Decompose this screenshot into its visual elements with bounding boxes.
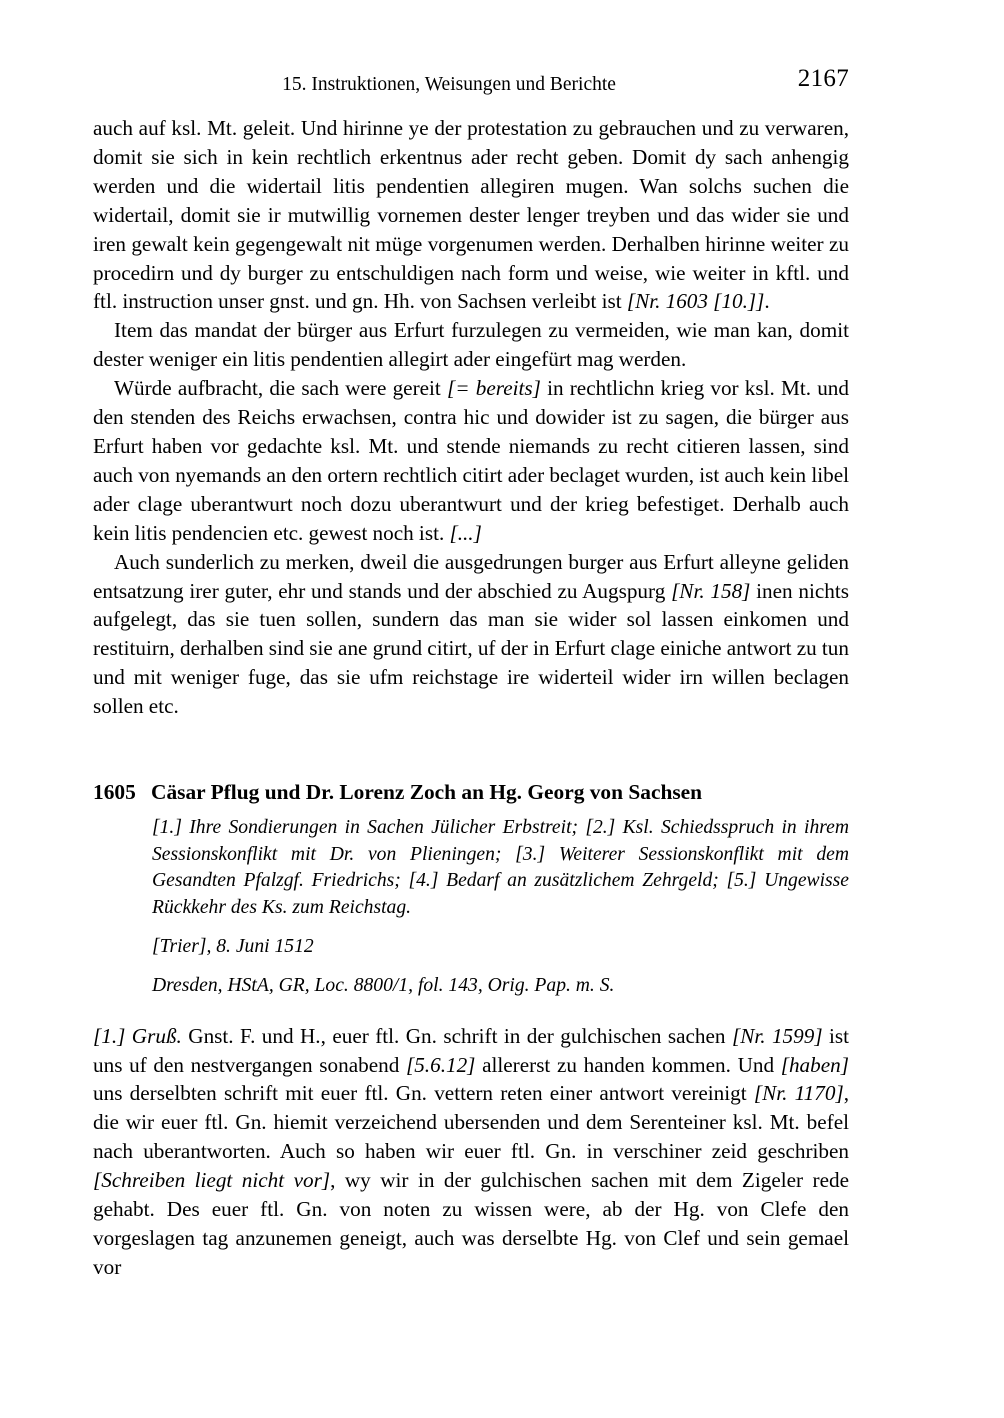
text-run: , wy wir in der gulchischen sachen mit dem Zigeler rede gehabt. Des euer ftl. Gn. von noten zu wissen were, ab der Hg. von Clefe den vorgeslagen tag anzunemen geneigt, auch was derselbte Hg. von Clef und sein gemael vor xyxy=(93,1168,849,1279)
document-title: Cäsar Pflug und Dr. Lorenz Zoch an Hg. Georg von Sachsen xyxy=(151,780,703,805)
page-number: 2167 xyxy=(797,65,849,92)
editorial-note: [haben] xyxy=(780,1052,849,1077)
editorial-note: [5.6.12] xyxy=(405,1052,476,1077)
text-run: auch auf ksl. Mt. geleit. Und hirinne ye der protestation zu gebrauchen und zu verwaren, domit sie sich in kein rechtlich erkentnus ader recht geben. Domit dy sach anhengig werden und die widertail litis pendentien allegiren mugen. Wan solchs suchen die widertail, domit sie ir mutwillig vornemen dester lenger treyben und das wider sie und iren gewalt kein gegengewalt nit müge vorgenumen werden. Derhalben hirinne weiter zu procedirn und dy burger zu entschuldigen nach form und weise, wie weiter in kftl. und ftl. instruction unser gnst. und gn. Hh. von Sachsen verleibt ist xyxy=(93,116,849,314)
editorial-note: [Schreiben liegt nicht vor] xyxy=(93,1168,331,1193)
text-run: uns derselbten schrift mit euer ftl. Gn. vettern reten einer antwort vereinigt xyxy=(93,1081,754,1106)
editorial-note: [Nr. 1599] xyxy=(731,1023,823,1048)
editorial-note: [Nr. 158] xyxy=(671,578,751,603)
running-head-title: 15. Instruktionen, Weisungen und Berichte xyxy=(282,74,616,95)
transcript-block xyxy=(93,1022,849,1282)
paragraph xyxy=(93,548,849,721)
editorial-note: [...] xyxy=(449,520,482,545)
document-entry-1605 xyxy=(93,778,849,1000)
document-source-line: Dresden, HStA, GR, Loc. 8800/1, fol. 143, Orig. Pap. m. S. xyxy=(152,975,615,996)
continued-text-block xyxy=(93,114,849,721)
document-date-line: [Trier], 8. Juni 1512 xyxy=(152,936,314,958)
document-number: 1605 xyxy=(93,780,136,805)
text-run: Gnst. F. und H., euer ftl. Gn. schrift in der gulchischen sachen xyxy=(181,1023,732,1048)
page-content xyxy=(93,0,849,1282)
text-run: inen nichts aufgelegt, das sie tuen sollen, sundern das man sie wider sol lassen einkomen und restituirn, derhalben sind sie ane grund citirt, uf der in Erfurt clage einiche antwort zu tun und mit weniger fuge, das sie ufm reichstage ire widerteil wider irn willen beclagen sollen etc. xyxy=(93,578,850,719)
text-run: allererst zu handen kommen. Und xyxy=(475,1052,781,1077)
paragraph xyxy=(93,1022,849,1282)
text-run: , die wir euer ftl. Gn. hiemit verzeichend ubersenden und dem Serenteiner ksl. Mt. befel nach uberantworten. Auch so haben wir euer ftl. Gn. in verschiner zeid geschriben xyxy=(93,1081,849,1164)
editorial-note: [1.] Gruß. xyxy=(93,1023,182,1048)
text-run: ist uns uf den nestvergangen sonabend xyxy=(93,1023,849,1077)
document-metadata xyxy=(152,815,849,1000)
running-head xyxy=(93,65,849,114)
editorial-note: [= bereits] xyxy=(447,376,541,401)
document-heading xyxy=(93,778,849,806)
text-run: Auch sunderlich zu merken, dweil die ausgedrungen burger aus Erfurt alleyne geliden entsatzung irer guter, ehr und stands und der abschied zu Augspurg xyxy=(93,549,849,603)
document-regest: [1.] Ihre Sondierungen in Sachen Jülicher Erbstreit; [2.] Ksl. Schiedsspruch in ihrem Sessionskonflikt mit Dr. von Plieningen; [3.] Weiterer Sessionskonflikt mit dem Gesandten Pfalzgf. Friedrichs; [4.] Bedarf an zusätzlichem Zehrgeld; [5.] Ungewisse Rückkehr des Ks. zum Reichstag. xyxy=(152,817,849,918)
paragraph xyxy=(93,114,849,316)
paragraph xyxy=(93,374,849,547)
text-run: in rechtlichn krieg vor ksl. Mt. und den stenden des Reichs erwachsen, contra hic und dowider ist zu sagen, die bürger aus Erfurt haben vor gedachte ksl. Mt. und stende niemands zu recht citieren lassen, sind auch von nyemands an den ortern rechtlich citirt ader beclaget wurden, ist auch kein libel ader clage uberantwurt noch dozu uberantwurt und der krieg befestiget. Derhalb auch kein litis pendencien etc. gewest noch ist. xyxy=(93,376,849,545)
text-run: Item das mandat der bürger aus Erfurt furzulegen zu vermeiden, wie man kan, domit dester weniger ein litis pendentien allegirt ader eingefürt mag werden. xyxy=(93,318,849,372)
text-run: Würde aufbracht, die sach were gereit xyxy=(114,376,448,401)
editorial-note: [Nr. 1170] xyxy=(753,1081,844,1106)
paragraph xyxy=(93,316,849,374)
text-run: . xyxy=(764,289,770,314)
editorial-note: [Nr. 1603 [10.]] xyxy=(626,289,765,314)
